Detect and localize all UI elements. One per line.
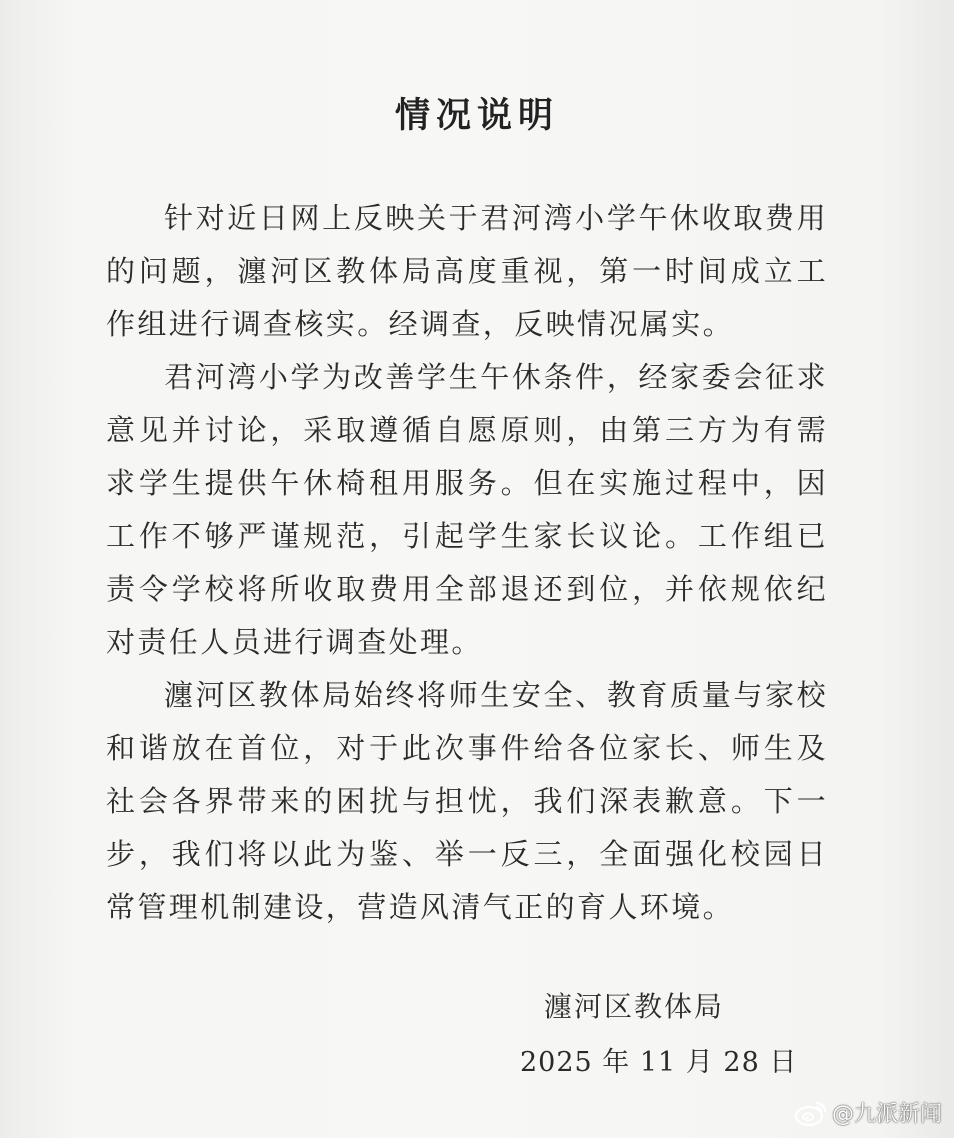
paragraph-1: 针对近日网上反映关于君河湾小学午休收取费用的问题，瀍河区教体局高度重视，第一时间成立工作组进行调查核实。经调查，反映情况属实。: [106, 201, 828, 341]
watermark-text: @九派新闻: [831, 1102, 942, 1127]
signature-organization: 瀍河区教体局: [544, 990, 725, 1023]
watermark: [794, 1097, 942, 1128]
weibo-icon: [794, 1099, 828, 1127]
document-body: [106, 192, 828, 934]
signature-date: 2025 年 11 月 28 日: [520, 1047, 798, 1078]
document-title: 情况说明: [394, 95, 559, 136]
paragraph-2: 君河湾小学为改善学生午休条件，经家委会征求意见并讨论，采取遵循自愿原则，由第三方为有需求学生提供午休椅租用服务。但在实施过程中，因工作不够严谨规范，引起学生家长议论。工作组已责令学校将所收取费用全部退还到位，并依规依纪对责任人员进行调查处理。: [106, 360, 828, 659]
paragraph-3: 瀍河区教体局始终将师生安全、教育质量与家校和谐放在首位，对于此次事件给各位家长、师生及社会各界带来的困扰与担忧，我们深表歉意。下一步，我们将以此为鉴、举一反三，全面强化校园日常管理机制建设，营造风清气正的育人环境。: [106, 678, 828, 924]
